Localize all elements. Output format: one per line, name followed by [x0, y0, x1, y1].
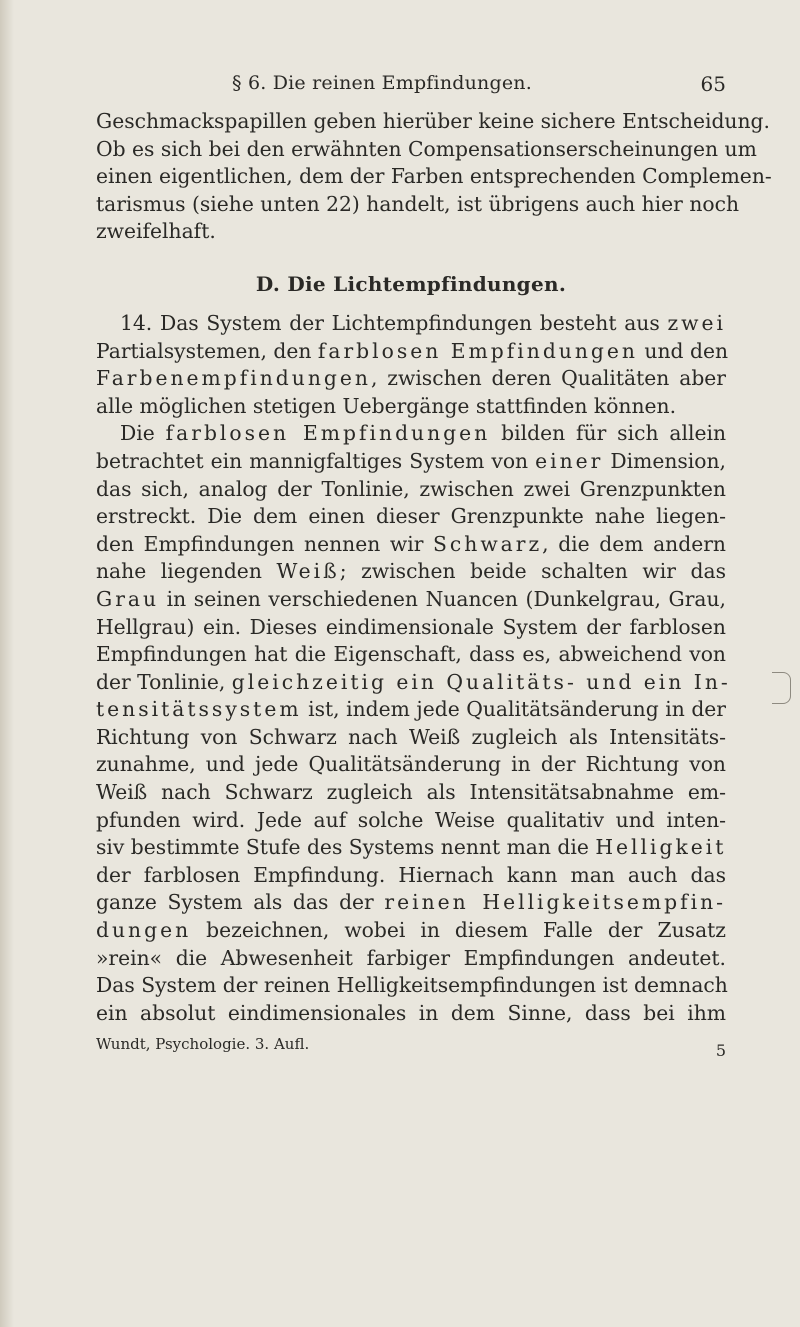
- text-run: in seinen verschiedenen Nuancen (Dunkelgrau, Grau,: [159, 586, 726, 611]
- sheet-number: 5: [715, 1041, 726, 1061]
- text-run: der Tonlinie,: [96, 669, 232, 694]
- spaced-emphasis: reinen Helligkeitsempfin-: [384, 890, 726, 915]
- intro-paragraph: [96, 108, 772, 246]
- text-line: [96, 889, 726, 917]
- text-run: , die dem andern: [542, 531, 726, 556]
- paragraph-farblose: [96, 420, 731, 1027]
- text-run: bezeichnen, wobei in diesem Falle der Zusatz: [191, 918, 726, 943]
- text-run: nahe liegenden: [96, 559, 277, 584]
- spaced-emphasis: Schwarz: [433, 531, 543, 556]
- text-line: [96, 531, 726, 559]
- text-run: Die: [120, 421, 166, 446]
- paragraph-14: [96, 310, 729, 420]
- spaced-emphasis: Farbenempfindungen: [96, 366, 371, 391]
- text-line: zunahme, und jede Qualitätsänderung in der Richtung von: [96, 752, 726, 777]
- text-run: betrachtet ein mannigfaltiges System von: [96, 448, 536, 473]
- spaced-emphasis: farblosen Empfindungen: [165, 421, 491, 446]
- text-line: erstreckt. Die dem einen dieser Grenzpunkte nahe liegen-: [96, 504, 726, 529]
- margin-pencil-mark: [772, 672, 791, 704]
- text-line: »rein« die Abwesenheit farbiger Empfindungen andeutet.: [96, 945, 726, 970]
- text-line: pfunden wird. Jede auf solche Weise qualitativ und inten-: [96, 807, 726, 832]
- text-run: Partialsystemen, den: [96, 338, 318, 363]
- text-run: ; zwischen beide schalten wir das: [339, 559, 726, 584]
- signature-line: Wundt, Psychologie. 3. Aufl.: [96, 1035, 310, 1054]
- text-line: das sich, analog der Tonlinie, zwischen zwei Grenzpunkten: [96, 476, 726, 501]
- text-run: bilden für sich allein: [490, 421, 727, 446]
- running-head: [96, 72, 726, 108]
- running-head-title: § 6. Die reinen Empfindungen.: [232, 72, 532, 94]
- section-heading: D. Die Lichtempfindungen.: [255, 271, 567, 296]
- text-line: ein absolut eindimensionales in dem Sinne, dass bei ihm: [96, 1000, 726, 1025]
- text-run: den Empfindungen nennen wir: [96, 531, 433, 556]
- text-line: [96, 586, 726, 614]
- spaced-emphasis: zwei: [667, 310, 726, 335]
- text-line: alle möglichen stetigen Uebergänge stattfinden können.: [96, 393, 677, 418]
- page-number: 65: [700, 72, 726, 96]
- text-line: Weiß nach Schwarz zugleich als Intensitätsabnahme em-: [96, 780, 726, 805]
- text-line: [96, 420, 726, 448]
- text-run: ganze System als das der: [96, 890, 385, 915]
- text-line: [96, 310, 726, 338]
- text-run: und den: [637, 338, 729, 363]
- text-line: [96, 338, 729, 366]
- page-footer: [96, 1035, 726, 1075]
- text-line: [96, 448, 726, 476]
- spaced-emphasis: Grau: [96, 586, 160, 611]
- text-line: [96, 834, 726, 862]
- page-edge-shadow: [0, 0, 14, 1327]
- spaced-emphasis: tensitätssystem: [96, 697, 302, 722]
- text-line: Ob es sich bei den erwähnten Compensationserscheinungen um: [96, 136, 757, 161]
- text-line: [96, 917, 726, 945]
- text-line: Hellgrau) ein. Dieses eindimensionale System der farblosen: [96, 614, 726, 639]
- text-line: Empfindungen hat die Eigenschaft, dass es, abweichend von: [96, 642, 726, 667]
- text-line: der farblosen Empfindung. Hiernach kann man auch das: [96, 862, 726, 887]
- book-page: [96, 72, 772, 1075]
- text-line: [96, 669, 731, 697]
- text-line: [96, 696, 726, 724]
- text-run: siv bestimmte Stufe des Systems nennt man die: [96, 835, 596, 860]
- text-run: ist, indem jede Qualitätsänderung in der: [301, 697, 726, 722]
- text-line: Geschmackspapillen geben hierüber keine sichere Entscheidung.: [96, 109, 770, 133]
- spaced-emphasis: gleichzeitig ein Qualitäts- und ein In-: [231, 669, 731, 694]
- spaced-emphasis: einer: [535, 448, 604, 473]
- text-run: Dimension,: [603, 448, 726, 473]
- text-line: zweifelhaft.: [96, 219, 216, 244]
- text-line: [96, 365, 726, 393]
- spaced-emphasis: Weiß: [276, 559, 340, 584]
- text-run: , zwischen deren Qualitäten aber: [370, 366, 726, 391]
- text-run: 14. Das System der Lichtempfindungen besteht aus: [120, 310, 668, 335]
- spaced-emphasis: Helligkeit: [595, 835, 727, 860]
- spaced-emphasis: farblosen Empfindungen: [317, 338, 638, 363]
- text-line: [96, 558, 726, 586]
- spaced-emphasis: dungen: [96, 918, 192, 943]
- text-line: tarismus (siehe unten 22) handelt, ist übrigens auch hier noch: [96, 191, 740, 216]
- text-line: einen eigentlichen, dem der Farben entsprechenden Complemen-: [96, 164, 772, 189]
- text-line: Richtung von Schwarz nach Weiß zugleich als Intensitäts-: [96, 724, 726, 749]
- text-line: Das System der reinen Helligkeitsempfindungen ist demnach: [96, 973, 728, 998]
